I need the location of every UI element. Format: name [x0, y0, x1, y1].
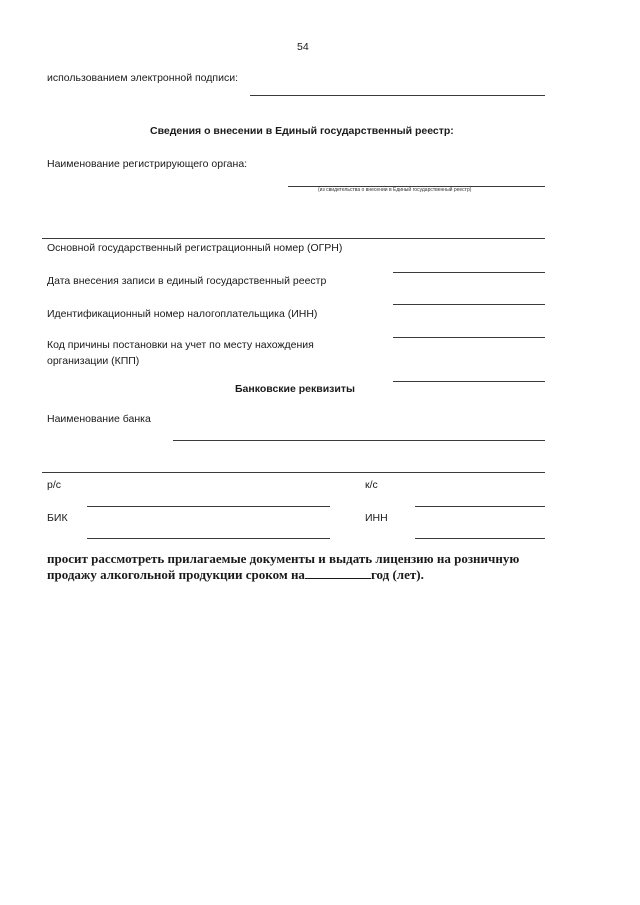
corr-account-label: к/с: [365, 479, 378, 491]
ogrn-line[interactable]: [393, 272, 545, 273]
bik-line[interactable]: [87, 538, 330, 539]
signature-line[interactable]: [250, 95, 545, 96]
bank-details-heading: Банковские реквизиты: [235, 383, 355, 395]
registering-authority-line-2[interactable]: [42, 238, 545, 239]
kpp-line[interactable]: [393, 381, 545, 382]
ogrn-label: Основной государственный регистрационный номер (ОГРН): [47, 242, 343, 254]
bank-inn-line[interactable]: [415, 538, 545, 539]
account-line[interactable]: [87, 506, 330, 507]
inn-line[interactable]: [393, 337, 545, 338]
registry-heading: Сведения о внесении в Единый государственный реестр:: [150, 125, 454, 137]
request-text-prefix: продажу алкогольной продукции сроком на: [47, 567, 305, 582]
bik-label: БИК: [47, 512, 68, 524]
bank-name-label: Наименование банка: [47, 413, 151, 425]
page-number: 54: [297, 41, 309, 53]
bank-inn-label: ИНН: [365, 512, 388, 524]
bank-name-line-2[interactable]: [42, 472, 545, 473]
kpp-label-line2: организации (КПП): [47, 355, 140, 367]
request-text-line1: просит рассмотреть прилагаемые документы и выдать лицензию на розничную: [47, 551, 520, 566]
entry-date-label: Дата внесения записи в единый государственный реестр: [47, 275, 327, 287]
entry-date-line[interactable]: [393, 304, 545, 305]
request-text-suffix: год (лет).: [370, 567, 424, 582]
inn-label: Идентификационный номер налогоплательщика (ИНН): [47, 308, 318, 320]
registering-authority-hint: (из свидетельства о внесении в Единый государственный реестр): [318, 187, 472, 193]
signature-label: использованием электронной подписи:: [47, 72, 238, 84]
license-term-field[interactable]: [305, 567, 371, 579]
account-label: р/с: [47, 479, 62, 491]
request-text-line2: [47, 567, 424, 582]
kpp-label-line1: Код причины постановки на учет по месту нахождения: [47, 339, 314, 351]
corr-account-line[interactable]: [415, 506, 545, 507]
bank-name-line[interactable]: [173, 440, 545, 441]
registering-authority-label: Наименование регистрирующего органа:: [47, 158, 248, 170]
